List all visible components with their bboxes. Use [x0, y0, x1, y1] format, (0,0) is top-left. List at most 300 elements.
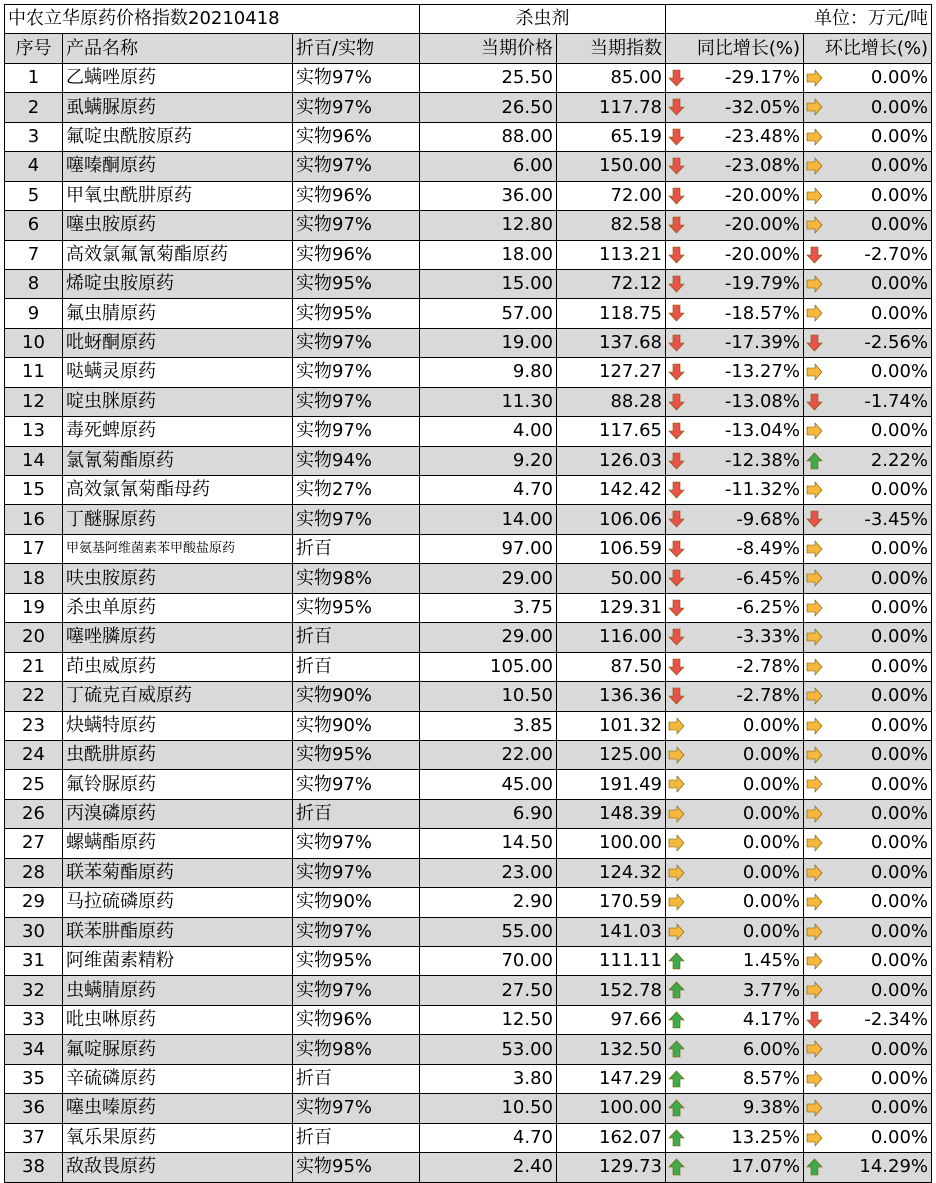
- spec-cell: 实物96%: [293, 1005, 420, 1034]
- row-number: 33: [5, 1005, 63, 1034]
- row-number: 32: [5, 976, 63, 1005]
- price-cell: 12.50: [420, 1005, 557, 1034]
- yoy-cell: [666, 623, 804, 652]
- spec-cell: 折百: [293, 1123, 420, 1152]
- mom-value: 0.00%: [870, 744, 929, 766]
- table-row: [5, 240, 932, 269]
- mom-cell: [804, 976, 932, 1005]
- table-row: [5, 1064, 932, 1093]
- spec-cell: 实物97%: [293, 358, 420, 387]
- price-cell: 88.00: [420, 122, 557, 151]
- yoy-value: -8.49%: [736, 538, 800, 560]
- index-cell: 88.28: [557, 387, 666, 416]
- index-cell: 136.36: [557, 682, 666, 711]
- price-cell: 53.00: [420, 1035, 557, 1064]
- row-number: 18: [5, 564, 63, 593]
- arrow-right-icon: [806, 304, 823, 322]
- price-cell: 29.00: [420, 623, 557, 652]
- arrow-right-icon: [806, 1040, 823, 1058]
- arrow-right-icon: [806, 69, 823, 87]
- yoy-value: 0.00%: [742, 832, 800, 854]
- yoy-cell: [666, 240, 804, 269]
- table-row: [5, 505, 932, 534]
- table-row: [5, 799, 932, 828]
- table-row: [5, 740, 932, 769]
- price-cell: 23.00: [420, 858, 557, 887]
- index-cell: 150.00: [557, 152, 666, 181]
- yoy-value: -2.78%: [736, 655, 800, 677]
- yoy-cell: [666, 740, 804, 769]
- mom-value: 0.00%: [870, 1097, 929, 1119]
- arrow-right-icon: [806, 422, 823, 440]
- index-cell: 162.07: [557, 1123, 666, 1152]
- index-cell: 113.21: [557, 240, 666, 269]
- mom-cell: [804, 211, 932, 240]
- price-cell: 2.90: [420, 888, 557, 917]
- product-name: 阿维菌素精粉: [63, 947, 293, 976]
- yoy-value: 0.00%: [742, 803, 800, 825]
- row-number: 38: [5, 1153, 63, 1182]
- price-cell: 10.50: [420, 682, 557, 711]
- mom-value: 0.00%: [870, 773, 929, 795]
- arrow-right-icon: [806, 834, 823, 852]
- table-row: [5, 269, 932, 298]
- spec-cell: 折百: [293, 1064, 420, 1093]
- mom-value: 2.22%: [870, 449, 929, 471]
- table-row: [5, 534, 932, 563]
- arrow-up-icon: [668, 1011, 685, 1029]
- arrow-down-icon: [668, 510, 685, 528]
- arrow-down-icon: [668, 69, 685, 87]
- yoy-value: 1.45%: [742, 950, 800, 972]
- yoy-cell: [666, 152, 804, 181]
- row-number: 3: [5, 122, 63, 151]
- yoy-value: -17.39%: [724, 332, 800, 354]
- product-name: 甲氧虫酰肼原药: [63, 181, 293, 210]
- arrow-up-icon: [668, 952, 685, 970]
- yoy-value: 3.77%: [742, 979, 800, 1001]
- mom-value: -1.74%: [864, 390, 929, 412]
- arrow-down-icon: [668, 658, 685, 676]
- arrow-right-icon: [806, 1070, 823, 1088]
- yoy-value: 0.00%: [742, 920, 800, 942]
- header-yoy: 同比增长(%): [666, 34, 804, 63]
- yoy-value: -13.04%: [724, 420, 800, 442]
- spec-cell: 实物27%: [293, 476, 420, 505]
- table-row: [5, 181, 932, 210]
- table-row: [5, 63, 932, 92]
- index-cell: 126.03: [557, 446, 666, 475]
- index-cell: 106.59: [557, 534, 666, 563]
- price-cell: 15.00: [420, 269, 557, 298]
- mom-cell: [804, 1035, 932, 1064]
- product-name: 氧乐果原药: [63, 1123, 293, 1152]
- yoy-cell: [666, 682, 804, 711]
- mom-value: 0.00%: [870, 891, 929, 913]
- yoy-value: -20.00%: [724, 214, 800, 236]
- arrow-down-icon: [806, 334, 823, 352]
- yoy-value: 0.00%: [742, 744, 800, 766]
- index-cell: 106.06: [557, 505, 666, 534]
- mom-cell: [804, 1123, 932, 1152]
- price-cell: 70.00: [420, 947, 557, 976]
- price-cell: 105.00: [420, 652, 557, 681]
- row-number: 13: [5, 417, 63, 446]
- arrow-down-icon: [806, 510, 823, 528]
- index-cell: 117.78: [557, 93, 666, 122]
- mom-value: 0.00%: [870, 1126, 929, 1148]
- arrow-down-icon: [668, 687, 685, 705]
- price-cell: 14.50: [420, 829, 557, 858]
- product-name: 哒螨灵原药: [63, 358, 293, 387]
- price-cell: 9.20: [420, 446, 557, 475]
- index-cell: 97.66: [557, 1005, 666, 1034]
- header-row: [5, 34, 932, 63]
- header-price: 当期价格: [420, 34, 557, 63]
- yoy-value: 8.57%: [742, 1067, 800, 1089]
- arrow-up-icon: [806, 1158, 823, 1176]
- arrow-right-icon: [806, 128, 823, 146]
- yoy-cell: [666, 122, 804, 151]
- spec-cell: 实物97%: [293, 917, 420, 946]
- row-number: 36: [5, 1094, 63, 1123]
- table-row: [5, 1153, 932, 1182]
- arrow-right-icon: [806, 1129, 823, 1147]
- product-name: 丁硫克百威原药: [63, 682, 293, 711]
- arrow-right-icon: [806, 98, 823, 116]
- yoy-value: -9.68%: [736, 508, 800, 530]
- index-cell: 125.00: [557, 740, 666, 769]
- mom-value: 0.00%: [870, 273, 929, 295]
- arrow-right-icon: [806, 658, 823, 676]
- mom-cell: [804, 682, 932, 711]
- arrow-down-icon: [668, 216, 685, 234]
- arrow-right-icon: [806, 893, 823, 911]
- table-row: [5, 476, 932, 505]
- yoy-cell: [666, 1005, 804, 1034]
- table-row: [5, 770, 932, 799]
- product-name: 毒死蜱原药: [63, 417, 293, 446]
- index-cell: 129.31: [557, 593, 666, 622]
- index-cell: 147.29: [557, 1064, 666, 1093]
- mom-cell: [804, 269, 932, 298]
- mom-value: 0.00%: [870, 596, 929, 618]
- index-cell: 87.50: [557, 652, 666, 681]
- index-cell: 148.39: [557, 799, 666, 828]
- mom-cell: [804, 240, 932, 269]
- arrow-right-icon: [806, 864, 823, 882]
- spec-cell: 折百: [293, 534, 420, 563]
- arrow-down-icon: [668, 275, 685, 293]
- yoy-value: 9.38%: [742, 1097, 800, 1119]
- row-number: 11: [5, 358, 63, 387]
- arrow-up-icon: [668, 981, 685, 999]
- arrow-down-icon: [668, 599, 685, 617]
- yoy-cell: [666, 1153, 804, 1182]
- mom-value: 0.00%: [870, 479, 929, 501]
- arrow-down-icon: [668, 98, 685, 116]
- mom-cell: [804, 152, 932, 181]
- price-cell: 4.70: [420, 476, 557, 505]
- table-row: [5, 122, 932, 151]
- product-name: 高效氯氰菊酯母药: [63, 476, 293, 505]
- row-number: 29: [5, 888, 63, 917]
- index-cell: 72.00: [557, 181, 666, 210]
- yoy-cell: [666, 534, 804, 563]
- table-row: [5, 976, 932, 1005]
- arrow-right-icon: [668, 717, 685, 735]
- yoy-cell: [666, 1123, 804, 1152]
- yoy-cell: [666, 947, 804, 976]
- spec-cell: 折百: [293, 623, 420, 652]
- spec-cell: 实物97%: [293, 417, 420, 446]
- arrow-down-icon: [668, 452, 685, 470]
- row-number: 8: [5, 269, 63, 298]
- yoy-cell: [666, 652, 804, 681]
- spec-cell: 实物97%: [293, 387, 420, 416]
- product-name: 啶虫脒原药: [63, 387, 293, 416]
- row-number: 15: [5, 476, 63, 505]
- arrow-down-icon: [806, 1011, 823, 1029]
- yoy-cell: [666, 1035, 804, 1064]
- arrow-right-icon: [668, 746, 685, 764]
- product-name: 乙螨唑原药: [63, 63, 293, 92]
- title-row: [5, 5, 932, 34]
- table-row: [5, 652, 932, 681]
- yoy-value: -6.25%: [736, 596, 800, 618]
- row-number: 5: [5, 181, 63, 210]
- row-number: 10: [5, 328, 63, 357]
- mom-cell: [804, 387, 932, 416]
- arrow-right-icon: [806, 687, 823, 705]
- row-number: 28: [5, 858, 63, 887]
- arrow-right-icon: [806, 805, 823, 823]
- yoy-value: -32.05%: [724, 96, 800, 118]
- arrow-right-icon: [806, 481, 823, 499]
- mom-value: 0.00%: [870, 96, 929, 118]
- price-cell: 3.85: [420, 711, 557, 740]
- mom-value: 0.00%: [870, 420, 929, 442]
- arrow-up-icon: [668, 1129, 685, 1147]
- spec-cell: 实物95%: [293, 1153, 420, 1182]
- product-name: 甲氨基阿维菌素苯甲酸盐原药: [63, 534, 293, 563]
- yoy-value: -3.33%: [736, 626, 800, 648]
- price-cell: 9.80: [420, 358, 557, 387]
- mom-cell: [804, 652, 932, 681]
- yoy-value: -19.79%: [724, 273, 800, 295]
- product-name: 杀虫单原药: [63, 593, 293, 622]
- header-name: 产品名称: [63, 34, 293, 63]
- mom-value: 0.00%: [870, 832, 929, 854]
- table-row: [5, 417, 932, 446]
- mom-value: -2.56%: [864, 332, 929, 354]
- arrow-right-icon: [806, 569, 823, 587]
- spec-cell: 实物97%: [293, 505, 420, 534]
- header-no: 序号: [5, 34, 63, 63]
- mom-value: 0.00%: [870, 125, 929, 147]
- table-row: [5, 682, 932, 711]
- spec-cell: 实物97%: [293, 152, 420, 181]
- index-cell: 50.00: [557, 564, 666, 593]
- yoy-value: 6.00%: [742, 1038, 800, 1060]
- price-cell: 3.80: [420, 1064, 557, 1093]
- arrow-down-icon: [668, 187, 685, 205]
- arrow-right-icon: [668, 775, 685, 793]
- row-number: 16: [5, 505, 63, 534]
- table-row: [5, 623, 932, 652]
- spec-cell: 实物95%: [293, 593, 420, 622]
- spec-cell: 实物97%: [293, 976, 420, 1005]
- mom-cell: [804, 623, 932, 652]
- yoy-cell: [666, 417, 804, 446]
- yoy-cell: [666, 917, 804, 946]
- yoy-value: 13.25%: [731, 1126, 800, 1148]
- yoy-value: -2.78%: [736, 685, 800, 707]
- price-cell: 45.00: [420, 770, 557, 799]
- table-row: [5, 593, 932, 622]
- yoy-cell: [666, 564, 804, 593]
- yoy-cell: [666, 93, 804, 122]
- table-row: [5, 387, 932, 416]
- spec-cell: 实物95%: [293, 299, 420, 328]
- product-name: 丙溴磷原药: [63, 799, 293, 828]
- price-cell: 11.30: [420, 387, 557, 416]
- yoy-cell: [666, 976, 804, 1005]
- product-name: 噻唑膦原药: [63, 623, 293, 652]
- mom-value: -2.34%: [864, 1009, 929, 1031]
- yoy-value: -20.00%: [724, 184, 800, 206]
- index-cell: 124.32: [557, 858, 666, 887]
- price-cell: 36.00: [420, 181, 557, 210]
- mom-cell: [804, 564, 932, 593]
- table-row: [5, 211, 932, 240]
- table-row: [5, 446, 932, 475]
- yoy-value: -12.38%: [724, 449, 800, 471]
- sheet-title: 中农立华原药价格指数20210418: [5, 5, 420, 34]
- spec-cell: 实物96%: [293, 122, 420, 151]
- table-row: [5, 1094, 932, 1123]
- mom-cell: [804, 858, 932, 887]
- arrow-down-icon: [668, 157, 685, 175]
- table-row: [5, 947, 932, 976]
- spec-cell: 实物96%: [293, 240, 420, 269]
- yoy-value: -13.08%: [724, 390, 800, 412]
- arrow-down-icon: [668, 334, 685, 352]
- product-name: 辛硫磷原药: [63, 1064, 293, 1093]
- mom-cell: [804, 917, 932, 946]
- yoy-cell: [666, 328, 804, 357]
- row-number: 17: [5, 534, 63, 563]
- spec-cell: 折百: [293, 652, 420, 681]
- row-number: 22: [5, 682, 63, 711]
- spec-cell: 实物90%: [293, 711, 420, 740]
- arrow-up-icon: [668, 1070, 685, 1088]
- table-row: [5, 858, 932, 887]
- yoy-value: 0.00%: [742, 861, 800, 883]
- yoy-cell: [666, 1064, 804, 1093]
- table-row: [5, 1035, 932, 1064]
- category-label: 杀虫剂: [420, 5, 666, 34]
- product-name: 氯氰菊酯原药: [63, 446, 293, 475]
- row-number: 25: [5, 770, 63, 799]
- arrow-up-icon: [806, 452, 823, 470]
- spec-cell: 折百: [293, 799, 420, 828]
- mom-cell: [804, 299, 932, 328]
- yoy-cell: [666, 387, 804, 416]
- mom-value: 0.00%: [870, 214, 929, 236]
- row-number: 20: [5, 623, 63, 652]
- product-name: 氟啶脲原药: [63, 1035, 293, 1064]
- yoy-cell: [666, 1094, 804, 1123]
- spec-cell: 实物97%: [293, 328, 420, 357]
- spec-cell: 实物97%: [293, 93, 420, 122]
- arrow-down-icon: [806, 393, 823, 411]
- mom-cell: [804, 1153, 932, 1182]
- yoy-value: -13.27%: [724, 361, 800, 383]
- arrow-right-icon: [668, 893, 685, 911]
- spec-cell: 实物97%: [293, 829, 420, 858]
- product-name: 吡蚜酮原药: [63, 328, 293, 357]
- index-cell: 82.58: [557, 211, 666, 240]
- arrow-right-icon: [806, 187, 823, 205]
- price-cell: 97.00: [420, 534, 557, 563]
- arrow-right-icon: [806, 540, 823, 558]
- mom-cell: [804, 740, 932, 769]
- table-row: [5, 358, 932, 387]
- mom-value: 14.29%: [859, 1156, 929, 1178]
- index-cell: 132.50: [557, 1035, 666, 1064]
- arrow-right-icon: [806, 1099, 823, 1117]
- yoy-cell: [666, 858, 804, 887]
- row-number: 7: [5, 240, 63, 269]
- row-number: 2: [5, 93, 63, 122]
- spec-cell: 实物97%: [293, 1094, 420, 1123]
- mom-cell: [804, 122, 932, 151]
- spec-cell: 实物90%: [293, 888, 420, 917]
- price-cell: 6.00: [420, 152, 557, 181]
- index-cell: 152.78: [557, 976, 666, 1005]
- index-cell: 111.11: [557, 947, 666, 976]
- arrow-down-icon: [806, 246, 823, 264]
- price-cell: 4.00: [420, 417, 557, 446]
- spec-cell: 实物95%: [293, 947, 420, 976]
- arrow-down-icon: [668, 304, 685, 322]
- row-number: 21: [5, 652, 63, 681]
- row-number: 12: [5, 387, 63, 416]
- price-cell: 6.90: [420, 799, 557, 828]
- index-cell: 72.12: [557, 269, 666, 298]
- spec-cell: 实物96%: [293, 181, 420, 210]
- yoy-value: -11.32%: [724, 479, 800, 501]
- yoy-cell: [666, 505, 804, 534]
- yoy-value: 0.00%: [742, 891, 800, 913]
- arrow-down-icon: [668, 393, 685, 411]
- spec-cell: 实物97%: [293, 63, 420, 92]
- index-cell: 142.42: [557, 476, 666, 505]
- arrow-right-icon: [668, 864, 685, 882]
- mom-value: 0.00%: [870, 920, 929, 942]
- arrow-right-icon: [668, 834, 685, 852]
- yoy-value: -29.17%: [724, 67, 800, 89]
- mom-value: 0.00%: [870, 979, 929, 1001]
- mom-value: 0.00%: [870, 567, 929, 589]
- yoy-value: 4.17%: [742, 1009, 800, 1031]
- yoy-value: -6.45%: [736, 567, 800, 589]
- mom-value: 0.00%: [870, 655, 929, 677]
- product-name: 烯啶虫胺原药: [63, 269, 293, 298]
- arrow-right-icon: [806, 599, 823, 617]
- index-cell: 116.00: [557, 623, 666, 652]
